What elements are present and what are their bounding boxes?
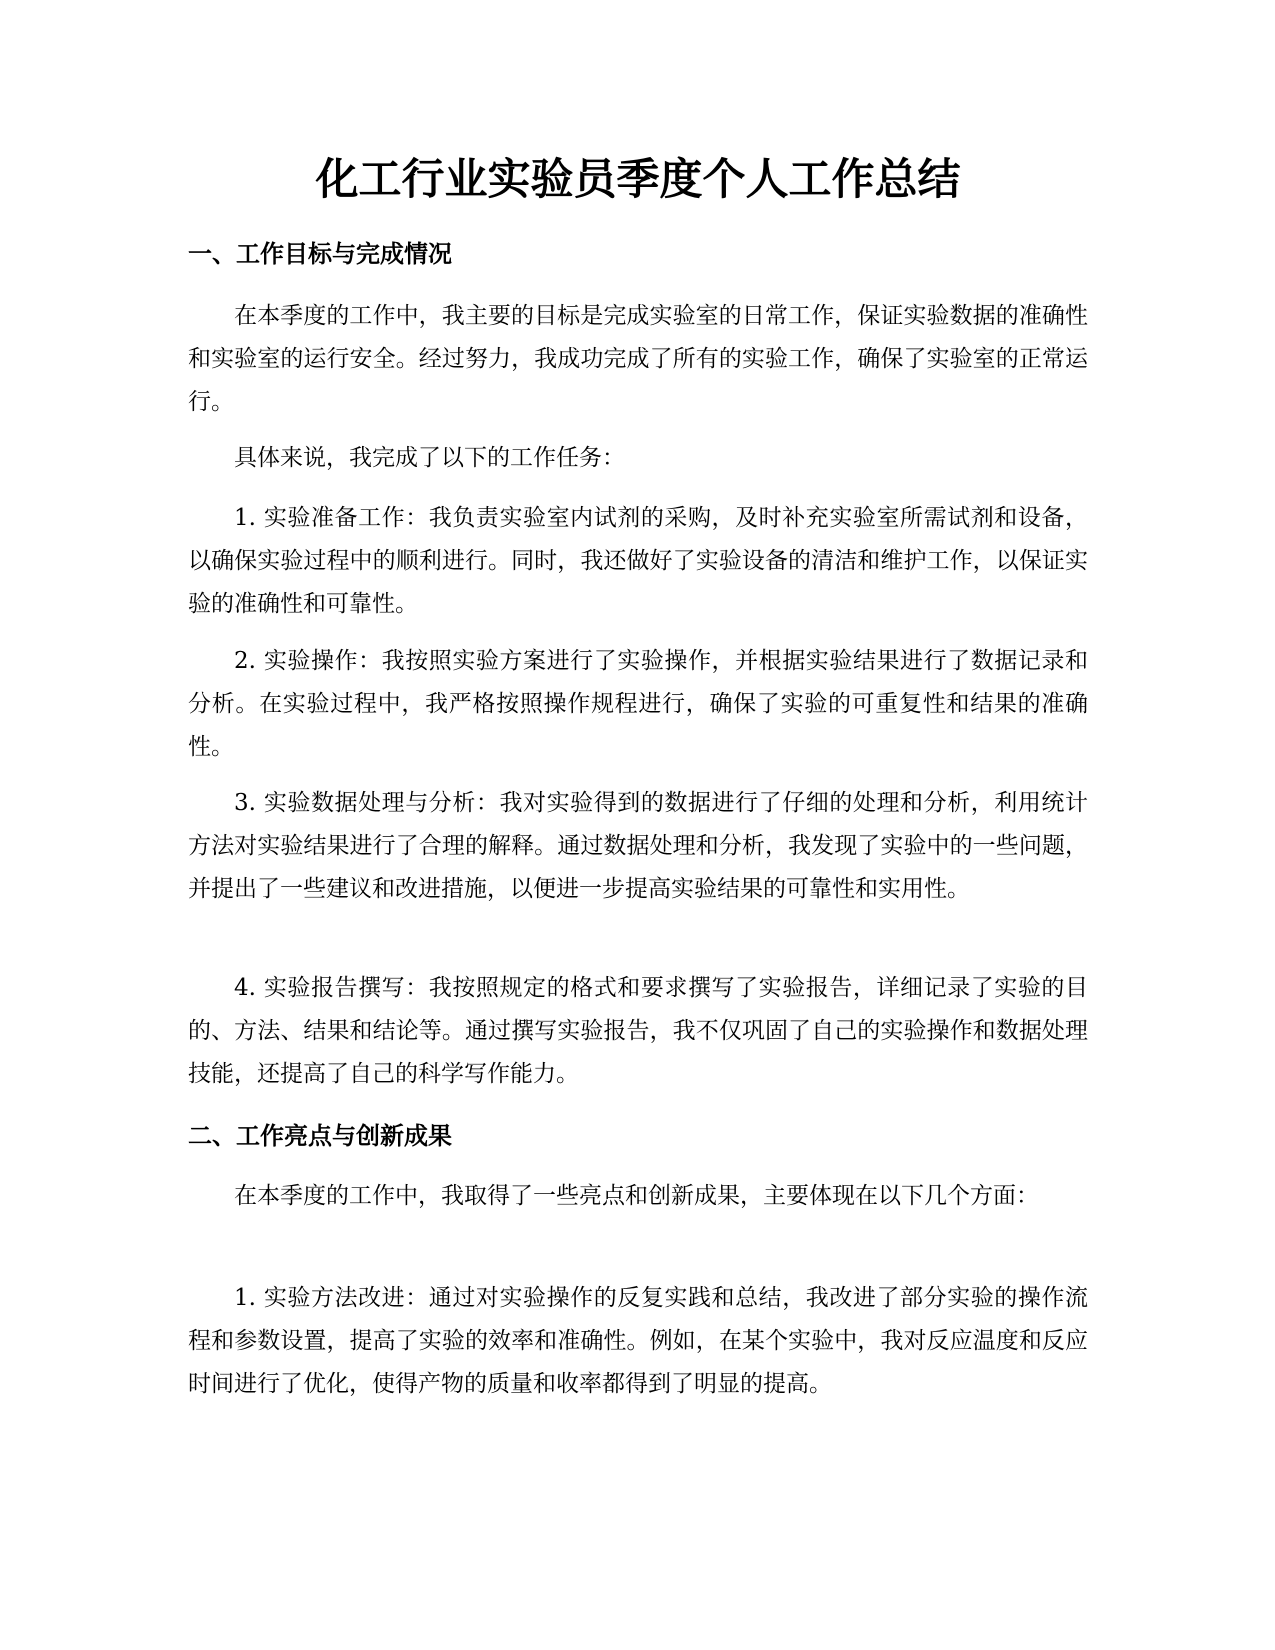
list-item: 4. 实验报告撰写：我按照规定的格式和要求撰写了实验报告，详细记录了实验的目的、方法、结果和结论等。通过撰写实验报告，我不仅巩固了自己的实验操作和数据处理技能，还提高了自己的科学写作能力。: [188, 975, 1088, 1087]
list-item: 1. 实验准备工作：我负责实验室内试剂的采购，及时补充实验室所需试剂和设备，以确保实验过程中的顺利进行。同时，我还做好了实验设备的清洁和维护工作，以保证实验的准确性和可靠性。: [188, 505, 1088, 617]
list-item: 2. 实验操作：我按照实验方案进行了实验操作，并根据实验结果进行了数据记录和分析。在实验过程中，我严格按照操作规程进行，确保了实验的可重复性和结果的准确性。: [188, 648, 1088, 760]
list-item: 1. 实验方法改进：通过对实验操作的反复实践和总结，我改进了部分实验的操作流程和参数设置，提高了实验的效率和准确性。例如，在某个实验中，我对反应温度和反应时间进行了优化，使得产物的质量和收率都得到了明显的提高。: [188, 1285, 1088, 1397]
list-item: 3. 实验数据处理与分析：我对实验得到的数据进行了仔细的处理和分析，利用统计方法对实验结果进行了合理的解释。通过数据处理和分析，我发现了实验中的一些问题，并提出了一些建议和改进措施，以便进一步提高实验结果的可靠性和实用性。: [188, 790, 1088, 902]
section-heading-1: 一、工作目标与完成情况: [188, 240, 452, 268]
section-heading-2: 二、工作亮点与创新成果: [188, 1122, 452, 1150]
paragraph: 在本季度的工作中，我主要的目标是完成实验室的日常工作，保证实验数据的准确性和实验室的运行安全。经过努力，我成功完成了所有的实验工作，确保了实验室的正常运行。: [188, 303, 1088, 415]
paragraph: 具体来说，我完成了以下的工作任务：: [234, 445, 625, 471]
document-title: 化工行业实验员季度个人工作总结: [315, 155, 961, 205]
paragraph: 在本季度的工作中，我取得了一些亮点和创新成果，主要体现在以下几个方面：: [234, 1183, 1039, 1209]
